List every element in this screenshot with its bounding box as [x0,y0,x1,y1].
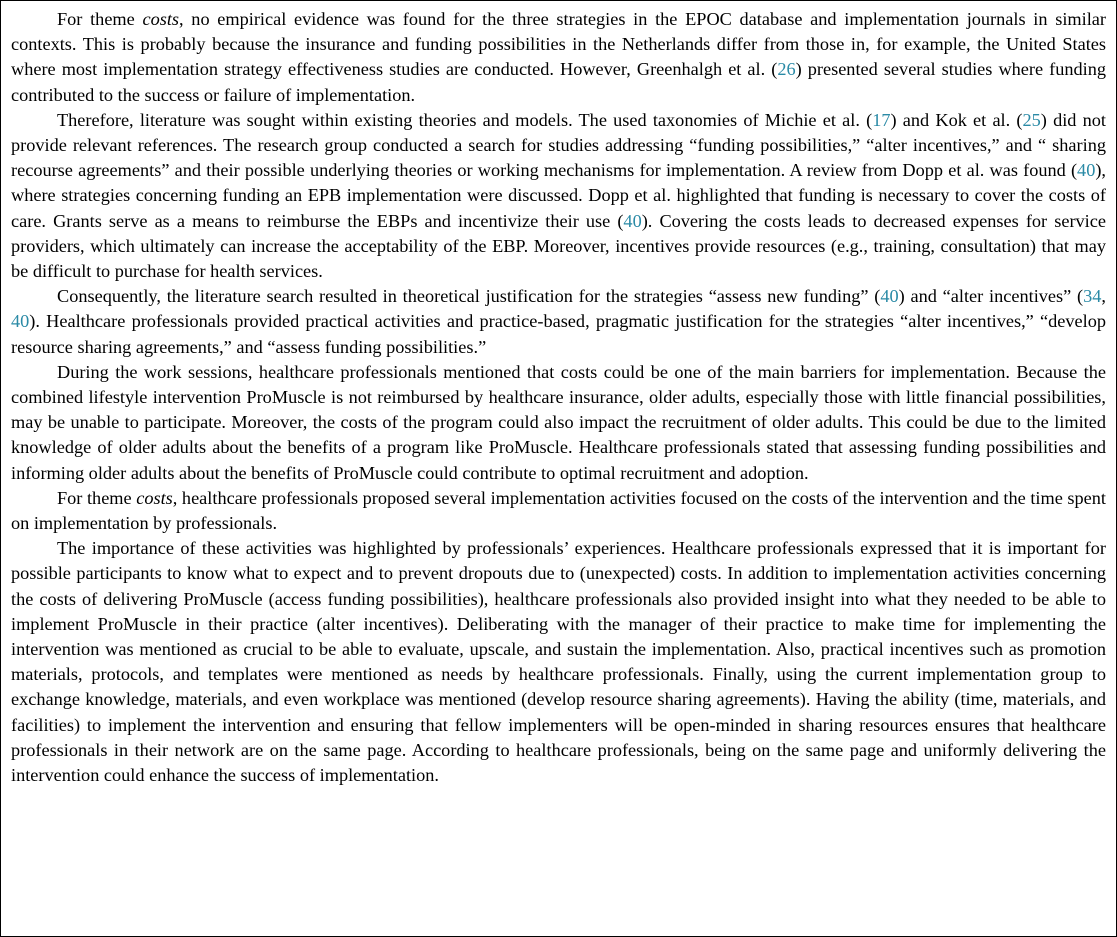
citation-link[interactable]: 40 [1077,160,1096,181]
text-run: , [1101,286,1106,307]
text-run: , no empirical evidence was found for the three strategies in the EPOC database and implementation journals in similar contexts. This is probably because the insurance and funding possibilities in the Netherlands differ from those in, for example, the United States where most implementation strategy effectiveness studies are conducted. However, Greenhalgh et al. ( [11,9,1106,80]
text-run: During the work sessions, healthcare professionals mentioned that costs could be one of the main barriers for implementation. Because the combined lifestyle intervention ProMuscle is not reimbursed by healthcare insurance, older adults, especially those with little financial possibilities, may be unable to participate. Moreover, the costs of the program could also impact the recruitment of older adults. This could be due to the limited knowledge of older adults about the benefits of a program like ProMuscle. Healthcare professionals stated that assessing funding possibilities and informing older adults about the benefits of ProMuscle could contribute to optimal recruitment and adoption. [11,361,1106,483]
paragraph [11,108,1106,284]
text-run: For theme [57,487,137,508]
emphasized-text: costs [136,487,173,508]
paragraph [11,7,1106,108]
text-run: ) and “alter incentives” ( [898,286,1084,307]
paragraph [11,360,1106,486]
citation-link[interactable]: 34 [1083,286,1102,307]
text-run: ) and Kok et al. ( [890,109,1023,130]
citation-link[interactable]: 26 [777,59,796,80]
text-run: ). Healthcare professionals provided practical activities and practice-based, pragmatic justification for the strategies “alter incentives,” “develop resource sharing agreements,” and “assess funding possibilities.” [11,311,1106,357]
text-run: Consequently, the literature search resulted in theoretical justification for the strategies “assess new funding” ( [57,286,881,307]
text-run: ) presented several studies where funding contributed to the success or failure of implementation. [11,59,1107,105]
text-run: For theme [57,9,143,29]
text-run: ). Covering the costs leads to decreased expenses for service providers, which ultimately can increase the acceptability of the EBP. Moreover, incentives provide resources (e.g., training, consultation) that may be difficult to purchase for health services. [11,210,1106,282]
citation-link[interactable]: 40 [623,210,642,231]
citation-link[interactable]: 25 [1022,109,1041,130]
paragraph [11,486,1106,536]
paragraph [11,536,1106,788]
text-run: Therefore, literature was sought within existing theories and models. The used taxonomies of Michie et al. ( [57,109,873,130]
emphasized-text: costs [142,9,180,29]
body-text [11,7,1106,788]
text-run: ), where strategies concerning funding an EPB implementation were discussed. Dopp et al. highlighted that funding is necessary to cover the costs of care. Grants serve as a means to reimburse the EBPs and incentivize their use ( [11,160,1106,231]
text-run: , healthcare professionals proposed several implementation activities focused on the costs of the intervention and the time spent on implementation by professionals. [11,487,1106,534]
paragraph [11,284,1106,360]
citation-link[interactable]: 17 [872,109,891,130]
text-run: ) did not provide relevant references. The research group conducted a search for studies addressing “funding possibilities,” “alter incentives,” and “ sharing recourse agreements” and their possible underlying theories or working mechanisms for implementation. A review from Dopp et al. was found ( [11,109,1106,181]
text-run: The importance of these activities was highlighted by professionals’ experiences. Healthcare professionals expressed that it is important for possible participants to know what to expect and to prevent dropouts due to (unexpected) costs. In addition to implementation activities concerning the costs of delivering ProMuscle (access funding possibilities), healthcare professionals also provided insight into what they needed to be able to implement ProMuscle in their practice (alter incentives). Deliberating with the manager of their practice to make time for implementing the intervention was mentioned as crucial to be able to evaluate, upscale, and sustain the implementation. Also, practical incentives such as promotion materials, protocols, and templates were mentioned as needs by healthcare professionals. Finally, using the current implementation group to exchange knowledge, materials, and even workplace was mentioned (develop resource sharing agreements). Having the ability (time, materials, and facilities) to implement the intervention and ensuring that fellow implementers will be open-minded in sharing resources ensures that healthcare professionals in their network are on the same page. According to healthcare professionals, being on the same page and uniformly delivering the intervention could enhance the success of implementation. [11,538,1106,786]
citation-link[interactable]: 40 [11,311,30,332]
citation-link[interactable]: 40 [880,286,899,307]
